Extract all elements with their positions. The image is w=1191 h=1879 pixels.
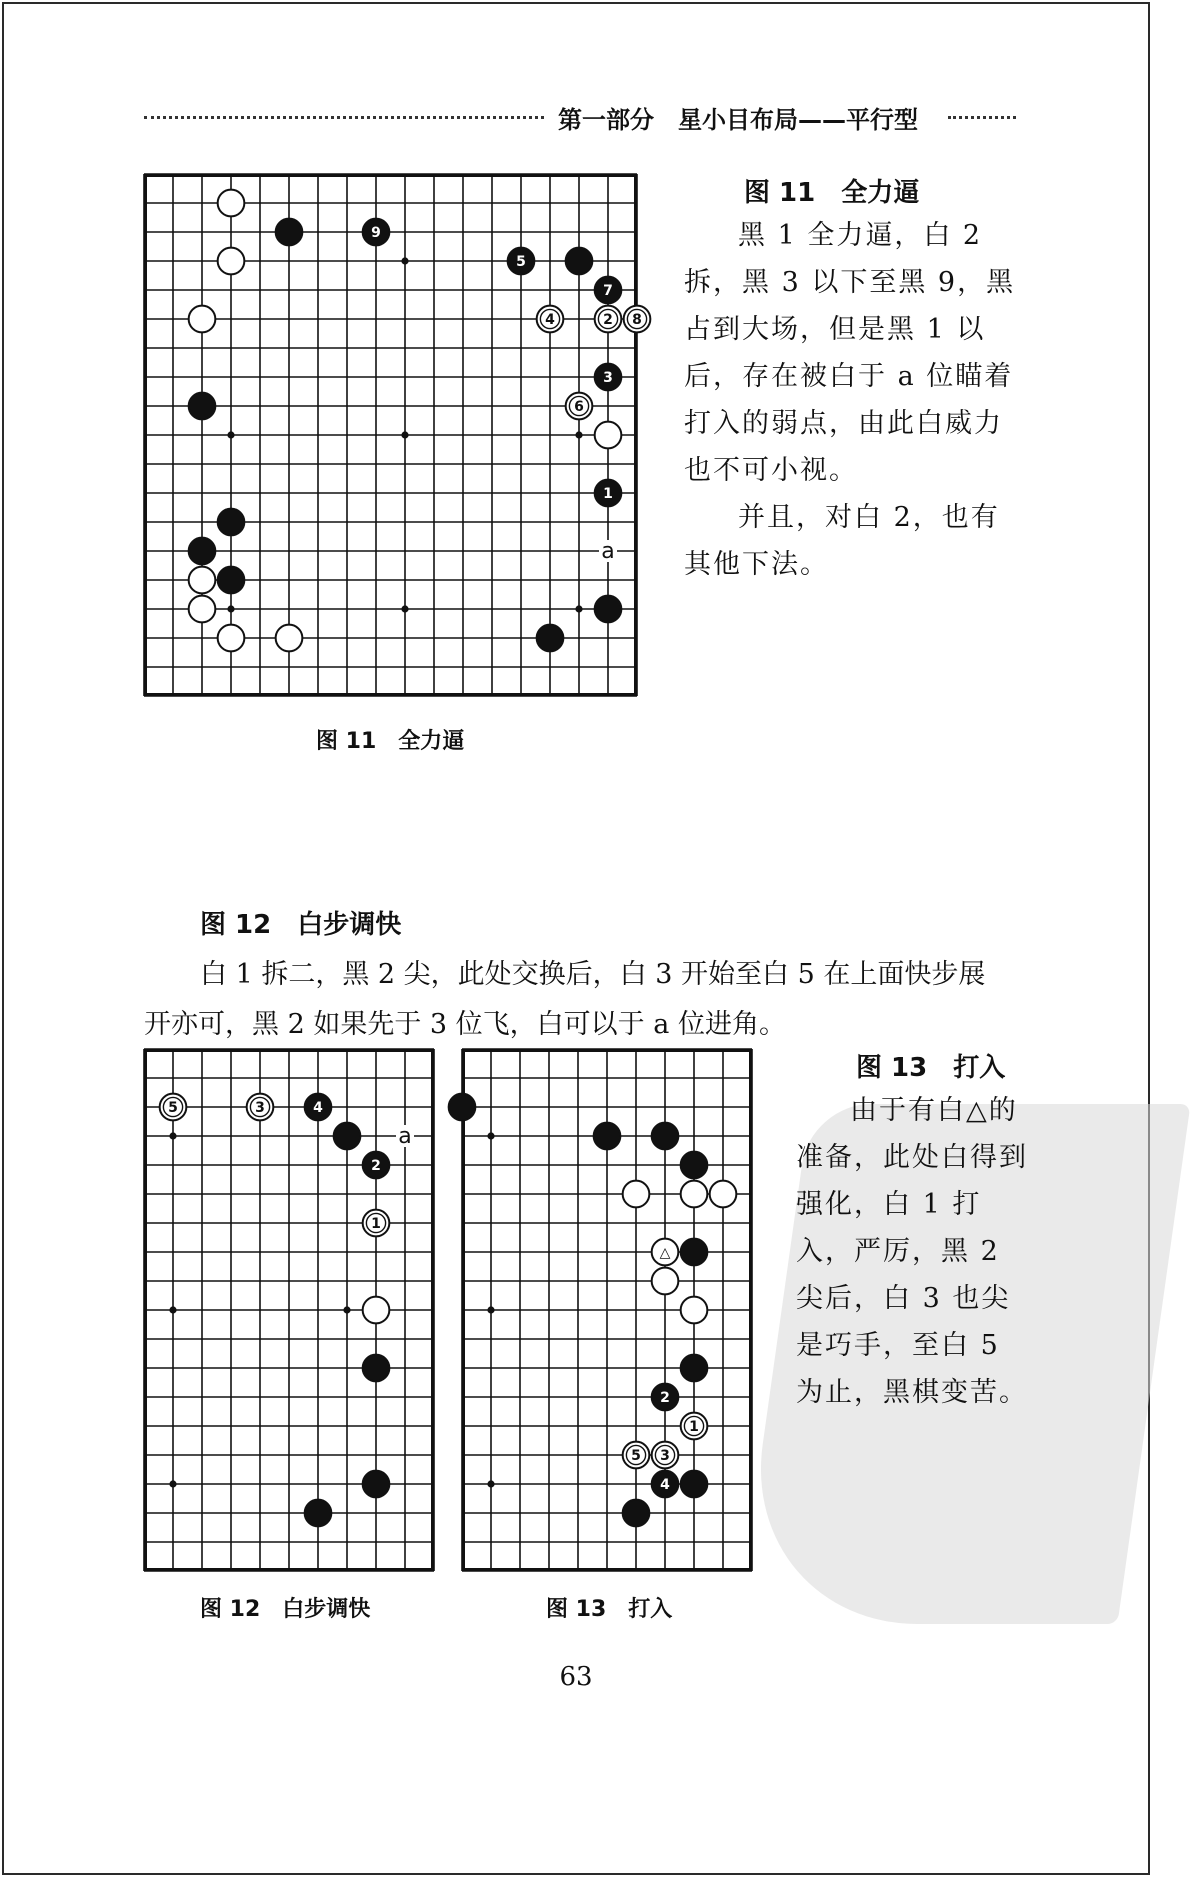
black-stone <box>566 248 593 275</box>
white-stone <box>189 567 216 594</box>
white-stone <box>595 422 622 449</box>
black-stone <box>623 1500 650 1527</box>
fig13-paragraph-1: 由于有白△的准备，此处白得到强化，白 1 打入，严厉，黑 2 尖后，白 3 也尖是巧手，至白 5 为止，黑棋变苦。 <box>796 1095 1028 1408</box>
star-point <box>575 605 582 612</box>
black-stone <box>652 1123 679 1150</box>
fig11-caption: 图 11 全力逼 <box>316 729 465 754</box>
fig11-paragraph-2: 并且，对白 2，也有其他下法。 <box>684 502 1000 580</box>
star-point <box>227 605 234 612</box>
black-stone <box>305 1500 332 1527</box>
white-stone-number: 8 <box>632 312 642 329</box>
star-point <box>343 1306 350 1313</box>
black-stone-number: 5 <box>516 254 526 271</box>
board-svg <box>462 1049 752 1571</box>
white-stone <box>189 306 216 333</box>
star-point <box>169 1480 176 1487</box>
fig12-line-2: 开亦可，黑 2 如果先于 3 位飞，白可以于 a 位进角。 <box>144 1009 786 1040</box>
black-stone-number: 4 <box>313 1100 323 1117</box>
fig11-paragraph-1: 黑 1 全力逼，白 2 拆，黑 3 以下至黑 9，黑占到大场，但是黑 1 以后，存在被白于 a 位瞄着打入的弱点，由此白威力也不可小视。 <box>684 220 1016 486</box>
black-stone <box>537 625 564 652</box>
black-stone <box>276 219 303 246</box>
white-stone-number: 5 <box>631 1448 641 1465</box>
white-stone <box>218 248 245 275</box>
black-stone-number: 2 <box>371 1158 381 1175</box>
black-stone <box>681 1152 708 1179</box>
black-stone <box>218 509 245 536</box>
point-label-a: a <box>601 539 615 564</box>
white-stone <box>681 1297 708 1324</box>
black-stone-number: 2 <box>660 1390 670 1407</box>
star-point <box>401 257 408 264</box>
fig12-line-1: 白 1 拆二，黑 2 尖，此处交换后，白 3 开始至白 5 在上面快步展 <box>200 959 986 990</box>
black-stone <box>595 596 622 623</box>
white-stone <box>681 1181 708 1208</box>
white-stone-number: 3 <box>255 1100 265 1117</box>
star-point <box>169 1306 176 1313</box>
fig12-caption: 图 12 白步调快 <box>200 1597 371 1622</box>
star-point <box>401 605 408 612</box>
white-stone-number: 5 <box>168 1100 178 1117</box>
star-point <box>401 431 408 438</box>
fig13-text <box>796 1087 1032 1416</box>
board-svg <box>144 1049 434 1571</box>
black-stone <box>594 1123 621 1150</box>
white-stone <box>623 1181 650 1208</box>
white-stone-number: △ <box>659 1245 671 1262</box>
white-stone <box>218 190 245 217</box>
black-stone-number: 3 <box>603 370 613 387</box>
black-stone <box>681 1355 708 1382</box>
star-point <box>169 1132 176 1139</box>
go-board-fig13 <box>462 1049 752 1571</box>
white-stone <box>652 1268 679 1295</box>
page-number: 63 <box>559 1662 593 1692</box>
fig13-caption: 图 13 打入 <box>546 1597 673 1622</box>
black-stone-number: 9 <box>371 225 381 242</box>
black-stone-number: 4 <box>660 1477 670 1494</box>
point-label-a: a <box>398 1124 412 1149</box>
header-decor-right <box>948 116 1016 119</box>
star-point <box>487 1306 494 1313</box>
fig12-title: 图 12 白步调快 <box>200 910 402 940</box>
black-stone-number: 7 <box>603 283 613 300</box>
black-stone <box>363 1471 390 1498</box>
star-point <box>227 431 234 438</box>
star-point <box>487 1132 494 1139</box>
white-stone <box>189 596 216 623</box>
white-stone-number: 3 <box>660 1448 670 1465</box>
white-stone <box>276 625 303 652</box>
white-stone-number: 1 <box>371 1216 381 1233</box>
go-board-fig12 <box>144 1049 434 1571</box>
white-stone-number: 6 <box>574 399 584 416</box>
header-title: 第一部分 星小目布局——平行型 <box>558 106 918 134</box>
book-page <box>2 2 1150 1875</box>
running-header <box>144 100 1016 134</box>
fig11-text <box>684 212 1024 588</box>
black-stone-number: 1 <box>603 486 613 503</box>
black-stone <box>218 567 245 594</box>
black-stone <box>189 393 216 420</box>
star-point <box>575 431 582 438</box>
white-stone-number: 4 <box>545 312 555 329</box>
board-svg <box>144 174 642 696</box>
white-stone <box>363 1297 390 1324</box>
black-stone <box>449 1094 476 1121</box>
white-stone-number: 2 <box>603 312 613 329</box>
black-stone <box>681 1471 708 1498</box>
white-stone-number: 1 <box>689 1419 699 1436</box>
fig11-title: 图 11 全力逼 <box>744 178 920 208</box>
header-decor-left <box>144 116 544 119</box>
white-stone <box>710 1181 737 1208</box>
black-stone <box>681 1239 708 1266</box>
black-stone <box>189 538 216 565</box>
fig12-text <box>144 900 1024 1050</box>
black-stone <box>363 1355 390 1382</box>
white-stone <box>218 625 245 652</box>
go-board-fig11 <box>144 174 642 696</box>
star-point <box>487 1480 494 1487</box>
black-stone <box>334 1123 361 1150</box>
fig13-title: 图 13 打入 <box>856 1053 1006 1083</box>
